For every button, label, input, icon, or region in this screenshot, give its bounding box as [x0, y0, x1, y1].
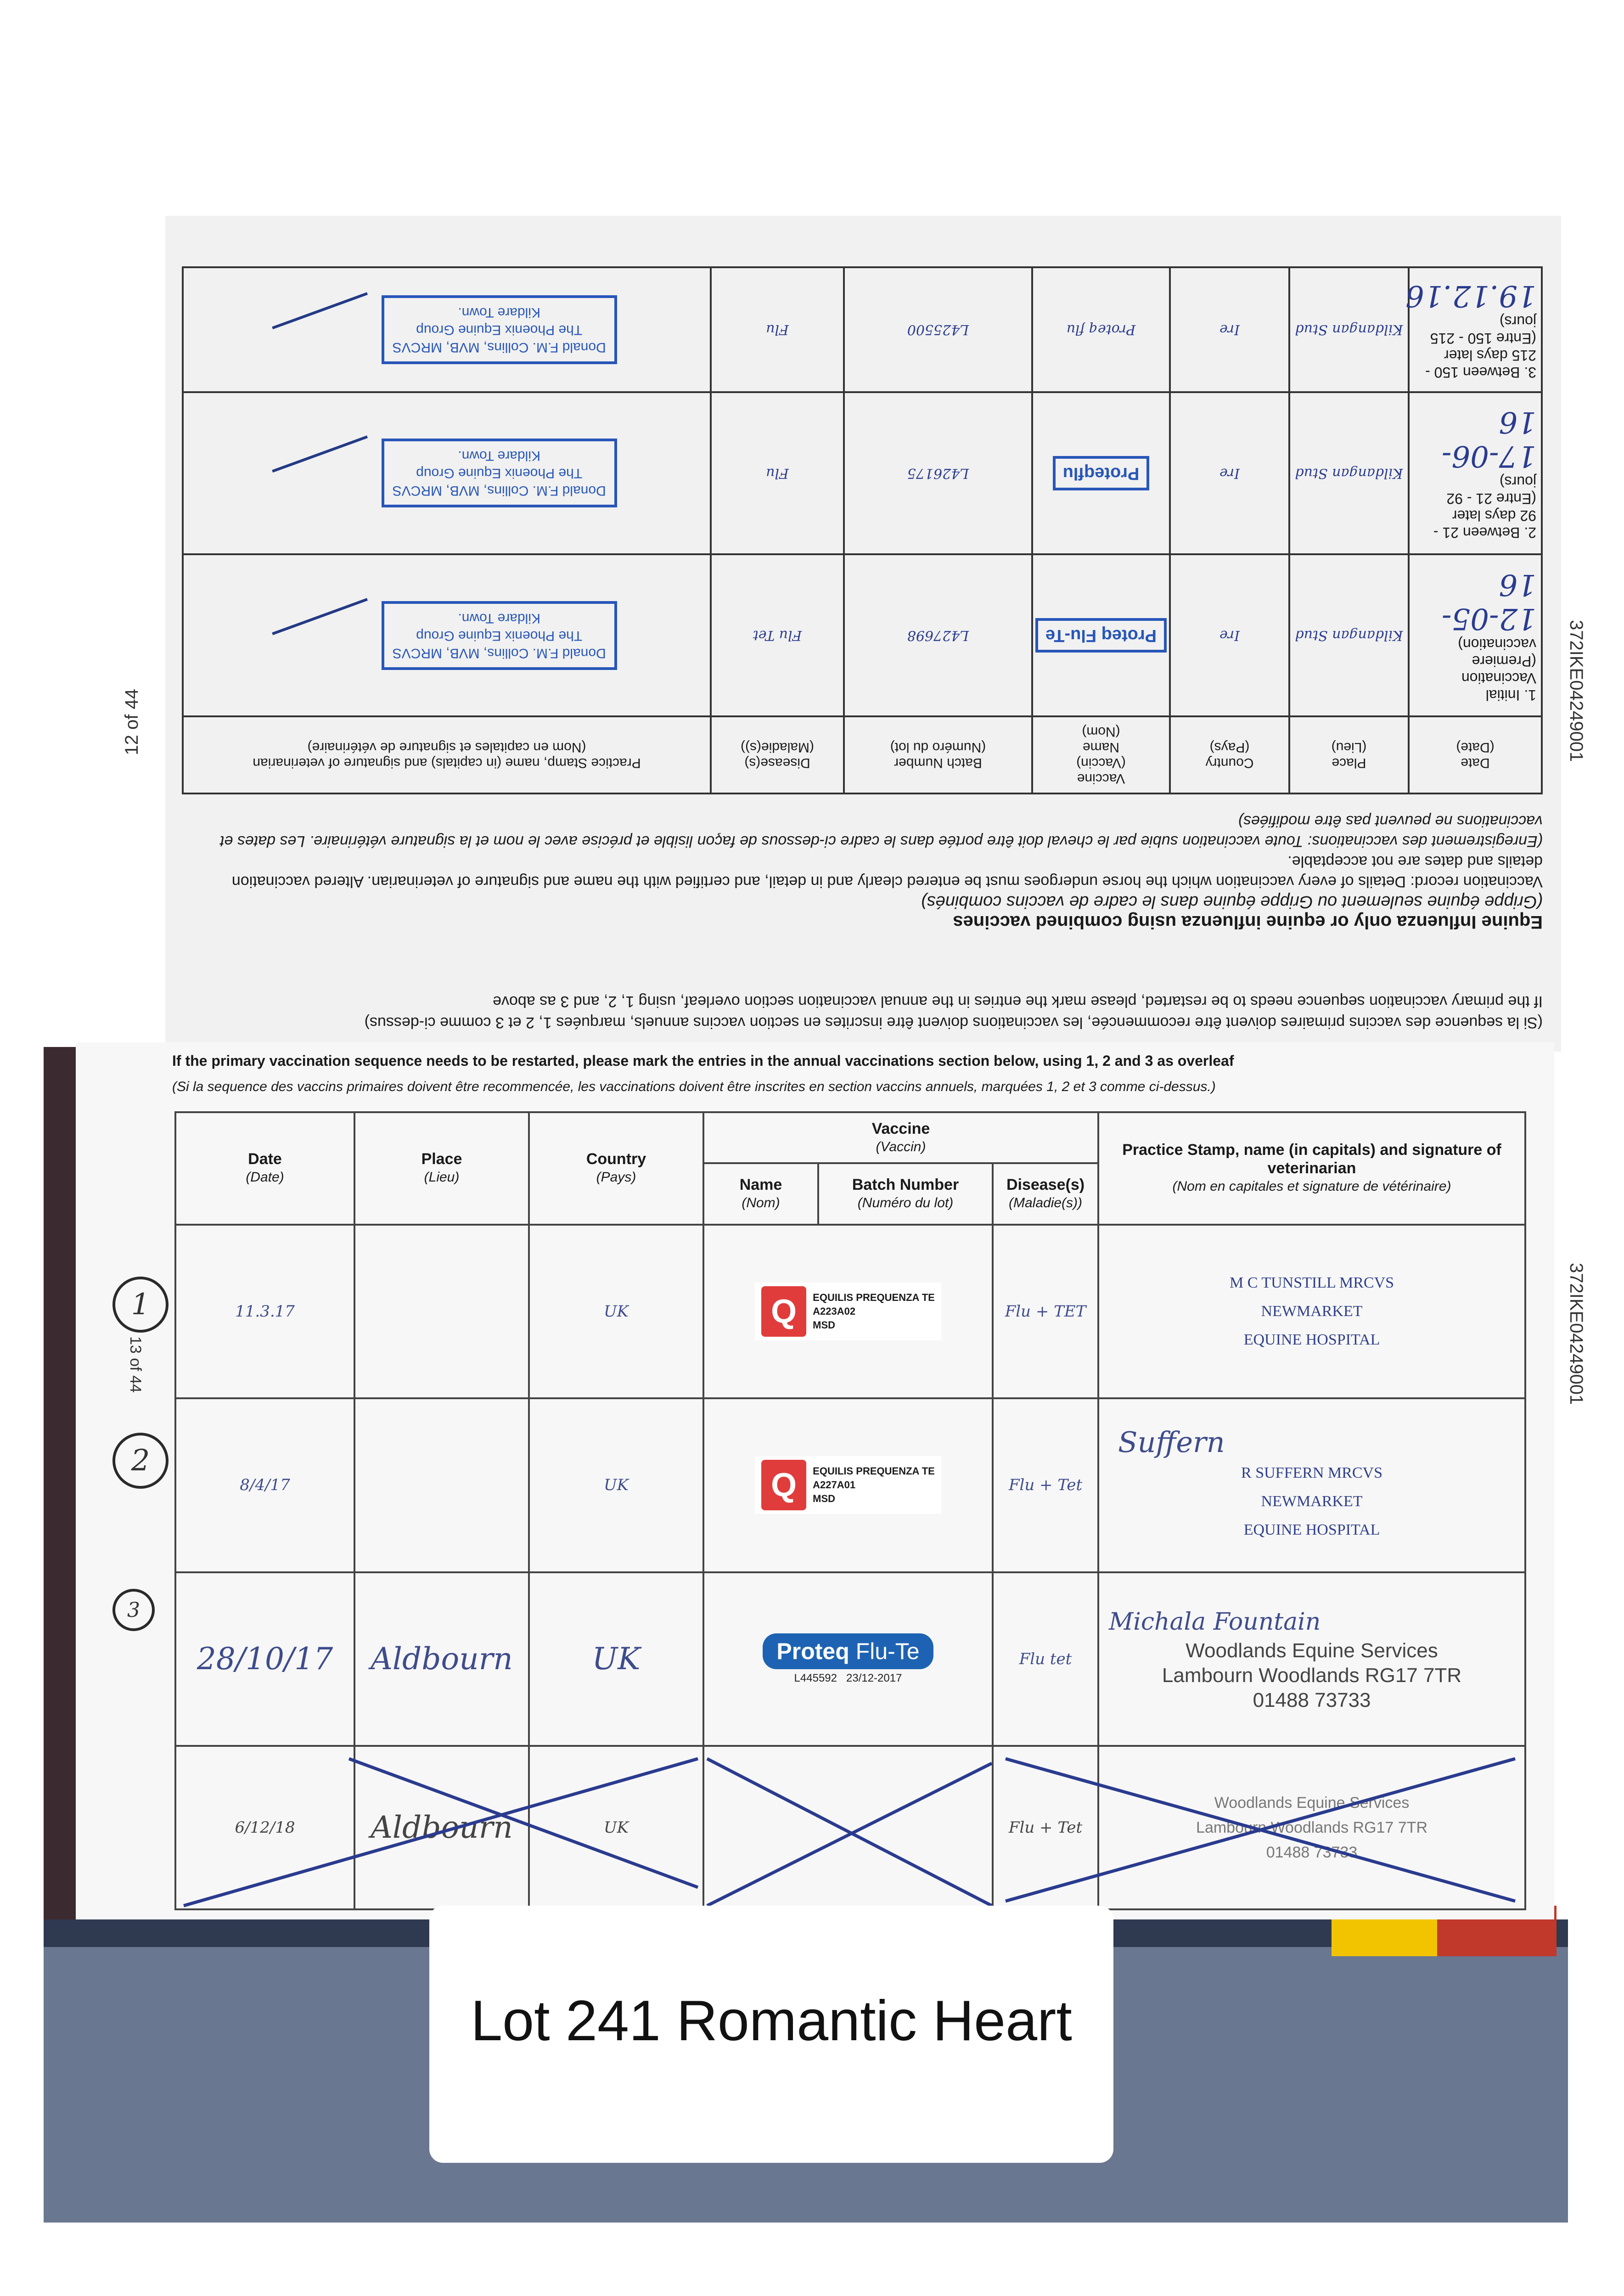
- upper-page-notes: [184, 991, 1543, 1033]
- lower-instruction-fr: (Si la sequence des vaccins primaires doivent être recommencée, les vaccinations doivent être inscrites en section vaccins annuels, marquées 1, 2 et 3 comme ci-dessus.): [172, 1079, 1216, 1094]
- upper-header-date: Date (Date): [1409, 716, 1542, 793]
- lower-row-country: UK: [529, 1225, 703, 1398]
- lower-header-date: Date (Date): [175, 1112, 354, 1225]
- vaccine-q-logo-icon: Q: [761, 1460, 806, 1510]
- lower-page: [76, 1042, 1554, 1919]
- upper-header-batch: Batch Number (Numéro du lot): [844, 716, 1032, 793]
- lower-row-stamp: Woodlands Equine Services Lambourn Woodlands RG17 7TR 01488 73733: [1098, 1746, 1525, 1909]
- upper-record-en: Vaccination record: Details of every vaccination which the horse undergoes must be entered clearly and in detail, and certified with the name and signature of veterinarian. Altered vaccination details and dates are not acceptable.: [231, 853, 1543, 890]
- table-row: [183, 392, 1542, 554]
- lower-row-date: 8/4/17: [175, 1398, 354, 1572]
- upper-row-date: 1. Initial Vaccination (Premiere vaccination) 12-05-16: [1409, 554, 1542, 716]
- lower-header-country: Country (Pays): [529, 1112, 703, 1225]
- lower-row-disease: Flu + Tet: [993, 1746, 1098, 1909]
- lower-header-place: Place (Lieu): [354, 1112, 529, 1225]
- lower-row-stamp: M C TUNSTILL MRCVS NEWMARKET EQUINE HOSPITAL: [1098, 1225, 1525, 1398]
- upper-note-fr: (Si la sequence des vaccins primaires doivent être recommencée, les vaccinations doivent être inscrites en section vaccins annuels, marquées 1, 2 et 3 comme ci-dessus): [364, 1014, 1543, 1031]
- lower-row-date: 11.3.17: [175, 1225, 354, 1398]
- upper-row-product: Proteq flu: [1032, 267, 1170, 392]
- upper-row-batch: L425500: [844, 267, 1032, 392]
- upper-row-country: Ire: [1170, 554, 1289, 716]
- lower-row-disease: Flu + TET: [993, 1225, 1098, 1398]
- upper-row-product: Proteq Flu-Te: [1032, 554, 1170, 716]
- upper-title-fr: (Grippe équine seulement ou Grippe équine dans le cadre de vaccins combinés): [921, 892, 1543, 912]
- signature-mark: [272, 598, 382, 674]
- lower-header-disease: Disease(s) (Maladie(s)): [993, 1163, 1098, 1225]
- upper-page-rotated: [165, 216, 1561, 1052]
- lower-header-stamp: Practice Stamp, name (in capitals) and signature of veterinarian (Nom en capitales et signature de vétérinaire): [1098, 1112, 1525, 1225]
- upper-row-disease: Flu Tet: [711, 554, 844, 716]
- upper-row-batch: L426175: [844, 392, 1032, 554]
- lower-row-stamp: Suffern R SUFFERN MRCVS NEWMARKET EQUINE HOSPITAL: [1098, 1398, 1525, 1572]
- table-row: [175, 1398, 1525, 1572]
- upper-row-place: Kildangan Stud: [1289, 267, 1409, 392]
- lower-row-country: UK: [529, 1398, 703, 1572]
- lower-row-place: [354, 1398, 529, 1572]
- signature-mark: [272, 436, 382, 512]
- lower-header-vaccine: Vaccine (Vaccin): [703, 1112, 1098, 1163]
- upper-vaccination-table: [182, 266, 1543, 794]
- upper-row-country: Ire: [1170, 392, 1289, 554]
- lower-row-vaccine-label: Q EQUILIS PREQUENZA TE A223A02 MSD: [703, 1225, 993, 1398]
- crossed-out-row-strokes: [174, 1750, 1524, 1910]
- upper-record-text: [184, 811, 1543, 932]
- sequence-mark-2: 2: [112, 1433, 169, 1489]
- lower-header-batch: Batch Number (Numéro du lot): [818, 1163, 993, 1225]
- upper-header-disease: Disease(s) (Maladie(s)): [711, 716, 844, 793]
- upper-page-number: 12 of 44: [122, 689, 142, 755]
- cross-stroke: [184, 1759, 698, 1906]
- upper-row-disease: Flu: [711, 392, 844, 554]
- upper-note-en: If the primary vaccination sequence needs to be restarted, please mark the entries in the annual vaccination section overleaf, using 1, 2, and 3 as above: [493, 993, 1543, 1010]
- lower-row-country: UK: [529, 1572, 703, 1746]
- upper-row-date: 2. Between 21 - 92 days later (Entre 21 - 92 jours) 17-06-16: [1409, 392, 1542, 554]
- vaccine-q-logo-icon: Q: [761, 1286, 806, 1337]
- table-row: [183, 554, 1542, 716]
- table-row: [183, 267, 1542, 392]
- upper-row-stamp: Donald F.M. Collins, MVB, MRCVS The Phoenix Equine Group Kildare Town.: [183, 267, 711, 392]
- lower-row-vaccine-label: Q EQUILIS PREQUENZA TE A227A01 MSD: [703, 1398, 993, 1572]
- lower-side-id: 372IKE04249001: [1566, 1263, 1586, 1405]
- upper-row-product: Proteqflu: [1032, 392, 1170, 554]
- upper-row-country: Ire: [1170, 267, 1289, 392]
- upper-header-country: Country (Pays): [1170, 716, 1289, 793]
- lower-row-place: [354, 1225, 529, 1398]
- signature-mark: [272, 292, 382, 368]
- lower-row-vaccine-label: Proteq Flu-Te L445592 23/12-2017: [703, 1572, 993, 1746]
- lower-page-number: 13 of 44: [127, 1336, 144, 1393]
- sequence-mark-3: 3: [112, 1589, 155, 1631]
- lower-row-place: Aldbourn: [354, 1572, 529, 1746]
- lower-row-date: 28/10/17: [175, 1572, 354, 1746]
- sequence-mark-1: 1: [112, 1277, 169, 1333]
- upper-side-id: 372IKE04249001: [1566, 620, 1586, 762]
- lower-instruction-en: If the primary vaccination sequence needs to be restarted, please mark the entries in the annual vaccinations section below, using 1, 2 and 3 as overleaf: [172, 1052, 1234, 1069]
- table-row: [175, 1572, 1525, 1746]
- upper-row-disease: Flu: [711, 267, 844, 392]
- lower-row-stamp: Michala Fountain Woodlands Equine Services Lambourn Woodlands RG17 7TR 01488 73733: [1098, 1572, 1525, 1746]
- upper-row-stamp: Donald F.M. Collins, MVB, MRCVS The Phoenix Equine Group Kildare Town.: [183, 554, 711, 716]
- upper-row-place: Kildangan Stud: [1289, 392, 1409, 554]
- upper-header-place: Place (Lieu): [1289, 716, 1409, 793]
- upper-record-fr: (Enregistrement des vaccinations: Toute vaccination subie par le cheval doit être portée dans le cadre ci-dessous de façon lisible et précise avec le nom et la signature vétérinaire. Les dates et vaccinations ne peuvent pas être modifiées): [220, 812, 1543, 850]
- lower-row-date: 6/12/18: [175, 1746, 354, 1909]
- upper-row-stamp: Donald F.M. Collins, MVB, MRCVS The Phoenix Equine Group Kildare Town.: [183, 392, 711, 554]
- lower-row-disease: Flu + Tet: [993, 1398, 1098, 1572]
- upper-title: Equine Influenza only or equine influenza using combined vaccines: [953, 912, 1543, 932]
- lot-label-text: Lot 241 Romantic Heart: [471, 1989, 1072, 2053]
- upper-row-batch: L427698: [844, 554, 1032, 716]
- cross-stroke: [349, 1759, 698, 1887]
- lower-header-name: Name (Nom): [703, 1163, 818, 1225]
- lower-row-disease: Flu tet: [993, 1572, 1098, 1746]
- upper-header-name: Vaccine (Vaccin) Name (Nom): [1032, 716, 1170, 793]
- table-row: [175, 1225, 1525, 1398]
- lot-label-card: [429, 1906, 1113, 2163]
- lower-row-country: UK: [529, 1746, 703, 1909]
- upper-header-stamp: Practice Stamp, name (in capitals) and signature of veterinarian (Nom en capitales et signature de vétérinaire): [183, 716, 711, 793]
- upper-row-date: 3. Between 150 - 215 days later (Entre 150 - 215 jours) 19.12.16: [1409, 267, 1542, 392]
- lower-row-place: Aldbourn: [354, 1746, 529, 1909]
- upper-row-place: Kildangan Stud: [1289, 554, 1409, 716]
